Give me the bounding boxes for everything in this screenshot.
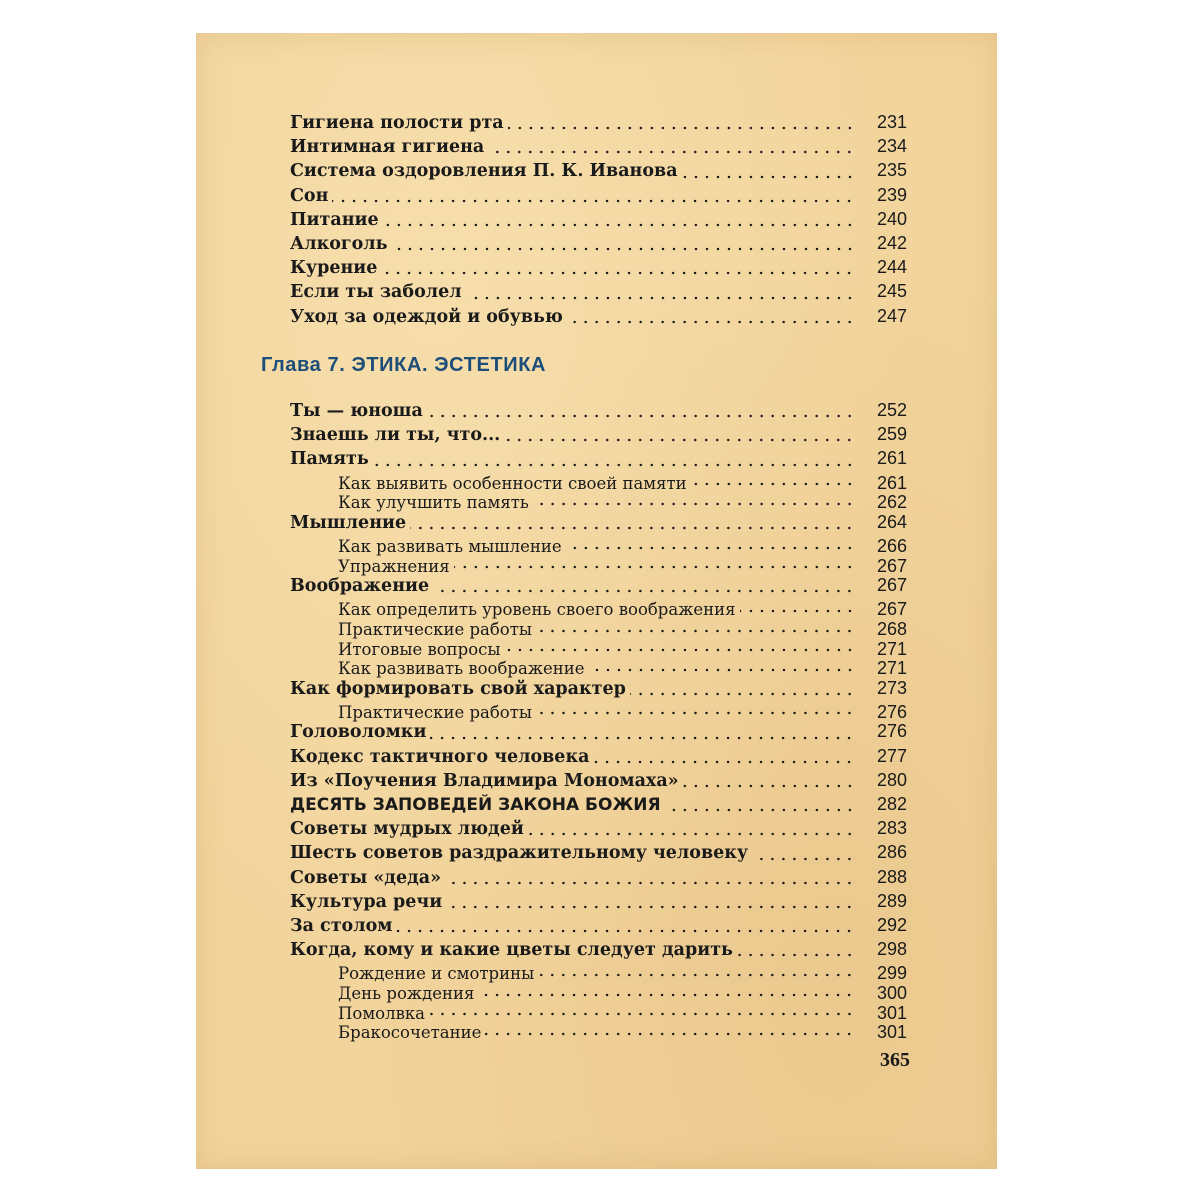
toc-entry-title: ДЕСЯТЬ ЗАПОВЕДЕЙ ЗАКОНА БОЖИЯ	[290, 795, 661, 816]
toc-entry-page: 271	[876, 638, 907, 659]
toc-entry-title: Питание	[290, 209, 379, 230]
toc-entry	[290, 136, 907, 160]
toc-entry	[290, 619, 907, 639]
toc-entry-title: Как формировать свой характер	[290, 678, 626, 699]
toc-entry	[290, 233, 907, 257]
dot-leader	[445, 881, 855, 885]
dot-leader	[752, 857, 855, 861]
toc-entry-title: Алкоголь	[290, 233, 388, 254]
toc-entry-title: Упражнения	[338, 556, 450, 576]
book-page	[196, 33, 997, 1169]
toc-entry-title: Гигиена полости рта	[290, 113, 504, 133]
toc-entry-title: Если ты заболел	[290, 282, 462, 303]
toc-entry-page: 235	[876, 160, 907, 181]
dot-leader	[427, 414, 855, 418]
toc-entry	[290, 160, 907, 184]
dot-leader	[332, 199, 855, 203]
toc-entry-page: 252	[876, 400, 907, 420]
dot-leader	[446, 905, 855, 909]
page-number: 365	[880, 1049, 910, 1071]
toc-entry	[290, 658, 907, 678]
toc-entry-page: 276	[876, 721, 907, 742]
dot-leader	[593, 760, 855, 764]
toc-entry	[290, 983, 907, 1003]
toc-entry-title: Итоговые вопросы	[338, 639, 501, 659]
toc-entry-title: Ты — юноша	[290, 401, 423, 421]
toc-entry-page: 288	[876, 866, 907, 887]
toc-entry-title: Как выявить особенности своей памяти	[338, 473, 687, 493]
dot-leader	[392, 247, 855, 251]
toc-entry-page: 261	[876, 472, 907, 493]
toc-section-hygiene	[290, 112, 907, 330]
toc-entry-title: Советы мудрых людей	[290, 819, 524, 840]
toc-entry-title: За столом	[290, 915, 393, 936]
toc-entry	[290, 639, 907, 659]
toc-entry	[290, 678, 907, 702]
toc-entry-title: Помолвка	[338, 1003, 426, 1023]
dot-leader	[478, 993, 855, 997]
dot-leader	[536, 629, 855, 633]
toc-entry	[290, 209, 907, 233]
toc-entry	[290, 963, 907, 983]
toc-entry-page: 298	[876, 939, 907, 960]
toc-entry-page: 301	[876, 1002, 907, 1023]
dot-leader	[566, 546, 855, 550]
toc-entry-title: Интимная гигиена	[290, 137, 485, 158]
dot-leader	[381, 271, 855, 275]
toc-entry	[290, 915, 907, 939]
toc-entry-title: Как развивать мышление	[338, 536, 562, 556]
toc-entry-title: Советы «деда»	[290, 867, 442, 888]
toc-entry	[290, 112, 907, 136]
toc-entry-title: Как определить уровень своего воображения	[338, 600, 736, 620]
toc-entry-title: Шесть советов раздражительному человеку	[290, 843, 749, 864]
toc-entry	[290, 473, 907, 493]
toc-entry-title: Когда, кому и какие цветы следует дарить	[290, 940, 733, 961]
dot-leader	[373, 463, 855, 467]
dot-leader	[433, 589, 855, 593]
toc-entry	[290, 424, 907, 448]
toc-entry	[290, 599, 907, 619]
toc-entry-page: 231	[876, 112, 907, 132]
toc-entry-page: 301	[876, 1022, 907, 1043]
toc-entry-page: 247	[876, 305, 907, 326]
dot-leader	[536, 711, 855, 715]
toc-entry-title: Мышление	[290, 512, 407, 533]
toc-entry	[290, 939, 907, 963]
toc-entry-title: Из «Поучения Владимира Мономаха»	[290, 770, 679, 791]
toc-entry-title: Система оздоровления П. К. Иванова	[290, 161, 678, 182]
toc-entry-page: 261	[876, 448, 907, 469]
toc-entry	[290, 702, 907, 722]
dot-leader	[737, 953, 855, 957]
toc-entry	[290, 818, 907, 842]
toc-entry-page: 234	[876, 136, 907, 157]
toc-entry-page: 268	[876, 618, 907, 639]
dot-leader	[528, 832, 855, 836]
toc-entry-title: Практические работы	[338, 619, 532, 639]
toc-entry-page: 240	[876, 208, 907, 229]
dot-leader	[630, 692, 855, 696]
dot-leader	[429, 1012, 855, 1016]
toc-entry-page: 266	[876, 535, 907, 556]
dot-leader	[567, 320, 855, 324]
toc-entry-page: 267	[876, 575, 907, 596]
toc-entry	[290, 867, 907, 891]
toc-entry-title: Память	[290, 449, 369, 470]
toc-entry-title: Курение	[290, 258, 378, 279]
toc-entry-page: 277	[876, 745, 907, 766]
dot-leader	[538, 973, 855, 977]
dot-leader	[665, 808, 855, 812]
toc-entry-title: Воображение	[290, 576, 430, 597]
toc-entry-page: 267	[876, 555, 907, 576]
toc-entry	[290, 448, 907, 472]
toc-entry-title: Знаешь ли ты, что...	[290, 425, 501, 446]
toc-entry-page: 262	[876, 492, 907, 513]
toc-entry-title: Практические работы	[338, 702, 532, 722]
dot-leader	[589, 668, 855, 672]
toc-entry	[290, 492, 907, 512]
toc-entry	[290, 842, 907, 866]
dot-leader	[454, 565, 855, 569]
toc-section-ethics	[290, 400, 907, 1042]
toc-entry-title: Как улучшить память	[338, 493, 529, 513]
dot-leader	[691, 482, 855, 486]
dot-leader	[466, 296, 855, 300]
toc-entry-page: 242	[876, 232, 907, 253]
toc-entry	[290, 575, 907, 599]
dot-leader	[396, 929, 855, 933]
toc-entry-page: 286	[876, 842, 907, 863]
dot-leader	[485, 1032, 855, 1036]
toc-entry	[290, 1022, 907, 1042]
dot-leader	[682, 175, 855, 179]
toc-entry-page: 273	[876, 677, 907, 698]
toc-entry-title: Бракосочетание	[338, 1023, 482, 1043]
toc-entry-page: 244	[876, 257, 907, 278]
toc-entry	[290, 185, 907, 209]
toc-entry-page: 259	[876, 424, 907, 445]
toc-entry-page: 280	[876, 769, 907, 790]
toc-entry	[290, 746, 907, 770]
toc-entry-title: Кодекс тактичного человека	[290, 746, 590, 767]
toc-entry-page: 283	[876, 818, 907, 839]
toc-entry	[290, 281, 907, 305]
toc-entry-title: Рождение и смотрины	[338, 964, 535, 984]
dot-leader	[508, 126, 855, 130]
dot-leader	[383, 223, 855, 227]
toc-entry-title: Культура речи	[290, 891, 443, 912]
toc-entry	[290, 512, 907, 536]
dot-leader	[488, 150, 855, 154]
dot-leader	[430, 736, 855, 740]
toc-entry-title: Как развивать воображение	[338, 659, 585, 679]
toc-entry-title: День рождения	[338, 983, 475, 1003]
dot-leader	[410, 526, 855, 530]
toc-entry	[290, 556, 907, 576]
toc-entry-title: Сон	[290, 185, 329, 206]
dot-leader	[740, 609, 855, 613]
toc-entry-page: 245	[876, 281, 907, 302]
toc-entry-page: 239	[876, 184, 907, 205]
toc-entry-page: 267	[876, 599, 907, 620]
toc-entry-page: 292	[876, 914, 907, 935]
toc-entry-page: 276	[876, 701, 907, 722]
toc-entry	[290, 891, 907, 915]
toc-entry	[290, 1003, 907, 1023]
dot-leader	[505, 648, 855, 652]
toc-entry-title: Головоломки	[290, 722, 427, 743]
toc-entry-page: 271	[876, 658, 907, 679]
dot-leader	[504, 438, 855, 442]
toc-entry-title: Уход за одеждой и обувью	[290, 306, 563, 327]
toc-entry-page: 300	[876, 982, 907, 1003]
dot-leader	[533, 502, 855, 506]
chapter-heading: Глава 7. ЭТИКА. ЭСТЕТИКА	[261, 354, 547, 376]
toc-entry	[290, 400, 907, 424]
toc-entry-page: 299	[876, 963, 907, 984]
toc-entry-page: 289	[876, 890, 907, 911]
toc-entry	[290, 794, 907, 818]
toc-entry-page: 264	[876, 511, 907, 532]
toc-entry	[290, 306, 907, 330]
toc-entry	[290, 536, 907, 556]
toc-entry	[290, 257, 907, 281]
toc-entry	[290, 770, 907, 794]
toc-entry	[290, 721, 907, 745]
toc-entry-page: 282	[876, 794, 907, 815]
dot-leader	[683, 784, 855, 788]
